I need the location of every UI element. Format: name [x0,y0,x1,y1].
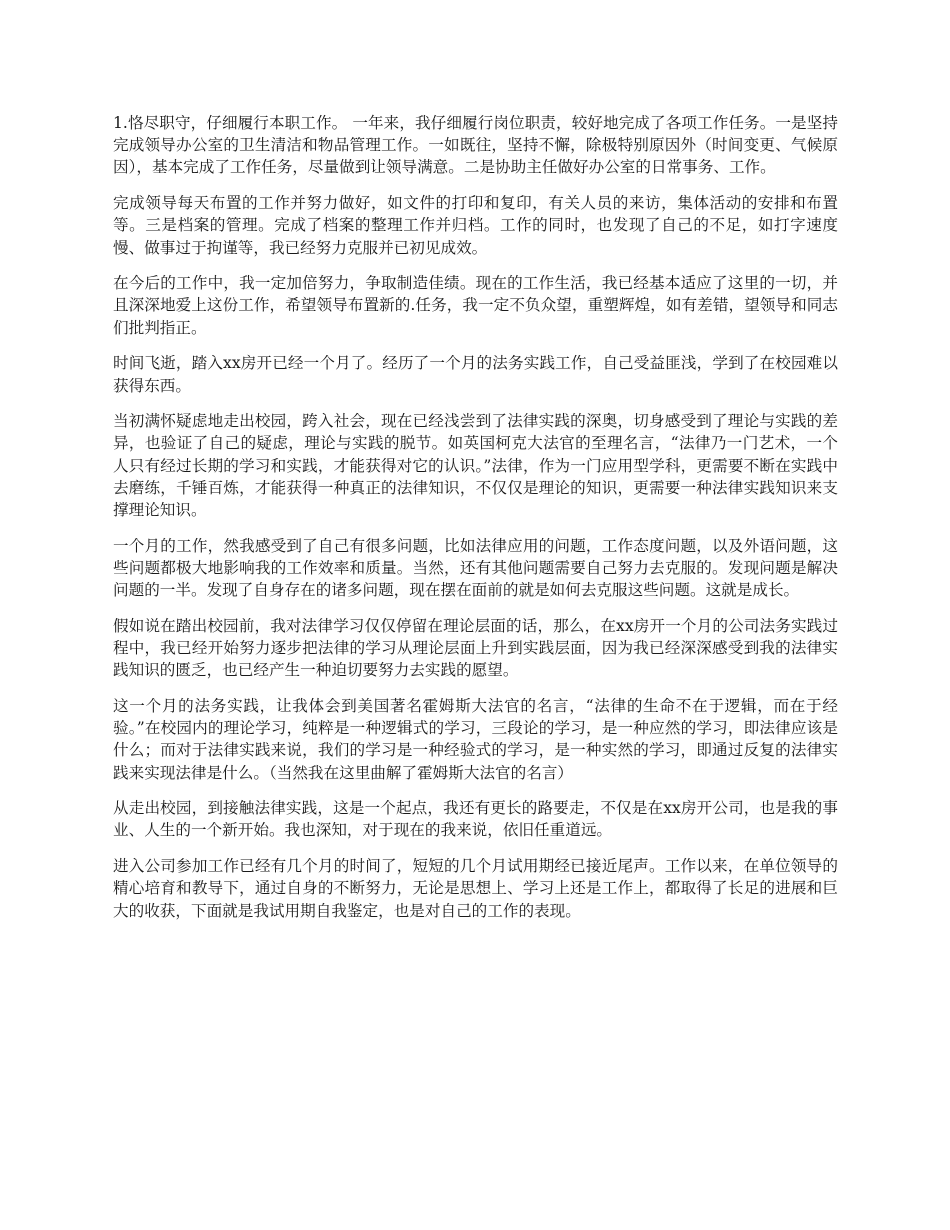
paragraph-1: 1.恪尽职守，仔细履行本职工作。 一年来，我仔细履行岗位职责，较好地完成了各项工作任务。一是坚持完成领导办公室的卫生清洁和物品管理工作。一如既往，坚持不懈，除极特别原因外（时间变更、气候原因），基本完成了工作任务，尽量做到让领导满意。二是协助主任做好办公室的日常事务、工作。 [113,114,838,177]
paragraph-6: 一个月的工作，然我感受到了自己有很多问题，比如法律应用的问题，工作态度问题，以及外语问题，这些问题都极大地影响我的工作效率和质量。当然，还有其他问题需要自己努力去克服的。发现问题是解决问题的一半。发现了自身存在的诸多问题，现在摆在面前的就是如何去克服这些问题。这就是成长。 [113,536,838,600]
paragraph-7: 假如说在踏出校园前，我对法律学习仅仅停留在理论层面的话，那么，在xx房开一个月的公司法务实践过程中，我已经开始努力逐步把法律的学习从理论层面上升到实践层面，因为我已经深深感受到我的法律实践知识的匮乏，也已经产生一种迫切要努力去实践的愿望。 [113,616,838,680]
paragraph-4: 时间飞逝，踏入xx房开已经一个月了。经历了一个月的法务实践工作，自己受益匪浅，学到了在校园难以获得东西。 [113,354,838,395]
paragraph-8: 这一个月的法务实践，让我体会到美国著名霍姆斯大法官的名言，“法律的生命不在于逻辑，而在于经验。”在校园内的理论学习，纯粹是一种逻辑式的学习，三段论的学习，是一种应然的学习，即法律应该是什么；而对于法律实践来说，我们的学习是一种经验式的学习，是一种实然的学习，即通过反复的法律实践来实现法律是什么。（当然我在这里曲解了霍姆斯大法官的名言） [113,696,838,782]
paragraph-5: 当初满怀疑虑地走出校园，跨入社会，现在已经浅尝到了法律实践的深奥，切身感受到了理论与实践的差异，也验证了自己的疑虑，理论与实践的脱节。如英国柯克大法官的至理名言，“法律乃一门艺术，一个人只有经过长期的学习和实践，才能获得对它的认识。”法律，作为一门应用型学科，更需要不断在实践中去磨练，千锤百炼，才能获得一种真正的法律知识，不仅仅是理论的知识，更需要一种法律实践知识来支撑理论知识。 [113,412,838,520]
paragraph-3: 在今后的工作中，我一定加倍努力，争取制造佳绩。现在的工作生活，我已经基本适应了这里的一切，并且深深地爱上这份工作，希望领导布置新的.任务，我一定不负众望，重塑辉煌，如有差错，望领导和同志们批判指正。 [113,274,838,337]
paragraph-9: 从走出校园，到接触法律实践，这是一个起点，我还有更长的路要走，不仅是在xx房开公司，也是我的事业、人生的一个新开始。我也深知，对于现在的我来说，依旧任重道远。 [113,799,838,840]
paragraph-2: 完成领导每天布置的工作并努力做好，如文件的打印和复印，有关人员的来访，集体活动的安排和布置等。三是档案的管理。完成了档案的整理工作并归档。工作的同时，也发现了自己的不足，如打字速度慢、做事过于拘谨等，我已经努力克服并已初见成效。 [113,194,838,257]
paragraph-10: 进入公司参加工作已经有几个月的时间了，短短的几个月试用期经已接近尾声。工作以来，在单位领导的精心培育和教导下，通过自身的不断努力，无论是思想上、学习上还是工作上，都取得了长足的进展和巨大的收获，下面就是我试用期自我鉴定，也是对自己的工作的表现。 [113,857,838,920]
